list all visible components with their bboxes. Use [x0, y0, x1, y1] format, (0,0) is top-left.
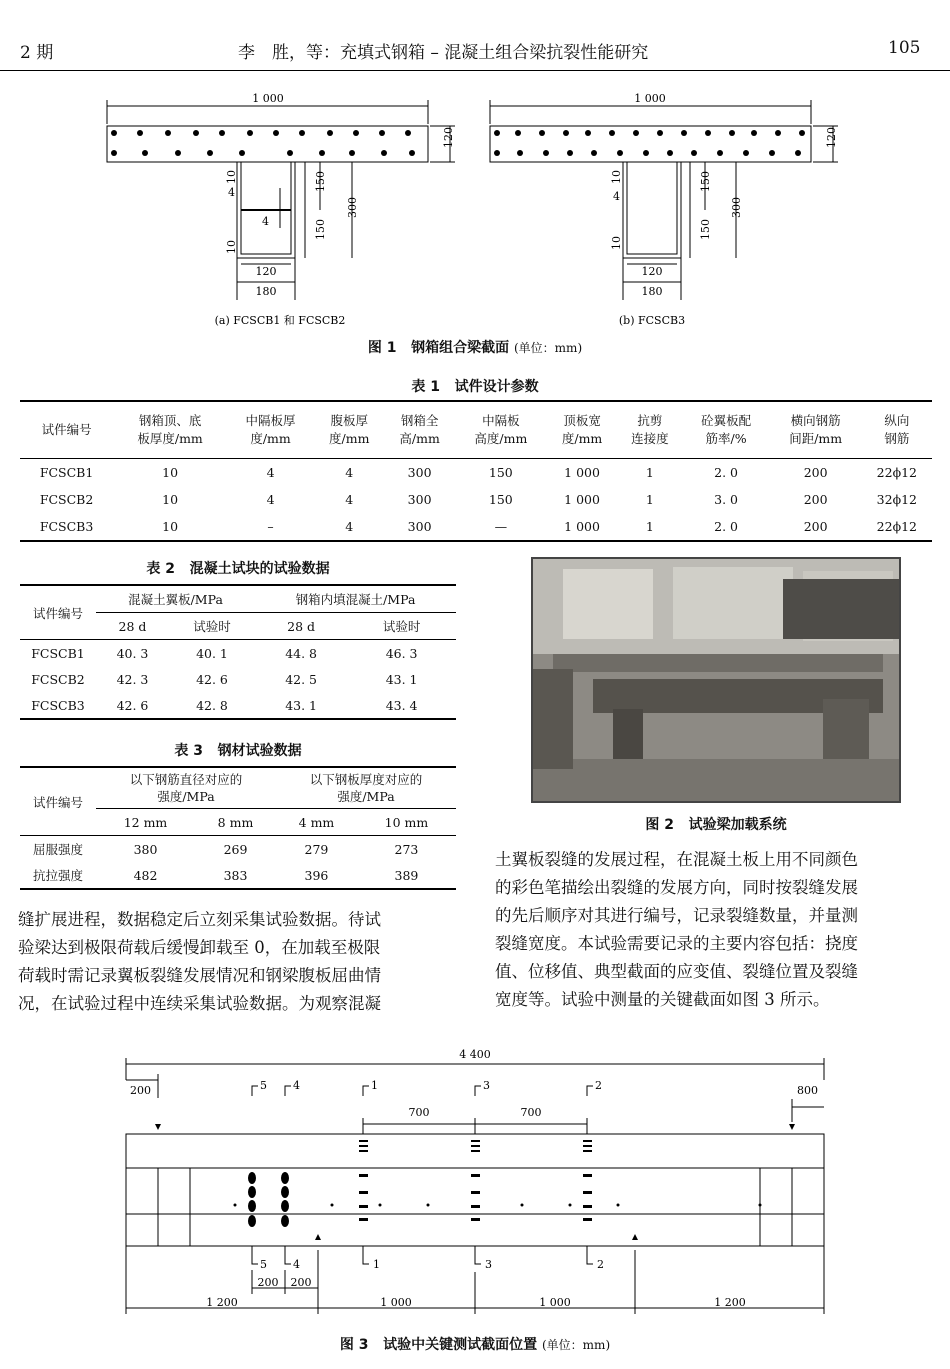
t1-header-cell	[20, 401, 113, 459]
t1-header-line: 高/mm	[399, 431, 440, 446]
dim-180-b: 180	[641, 285, 663, 298]
table-cell: 42. 6	[116, 697, 149, 713]
sec-label-4: 4	[293, 1079, 300, 1092]
t1-header-line: 度/mm	[329, 431, 370, 446]
dim-bottom-4: 1 200	[714, 1296, 746, 1309]
table-cell: 40. 1	[196, 645, 228, 661]
table-cell: 279	[304, 841, 329, 857]
t3-group2-l1: 以下钢板厚度对应的	[309, 772, 423, 787]
t1-header-line: 连接度	[631, 431, 669, 446]
dim-300-a: 300	[346, 197, 359, 218]
t3-group2	[276, 767, 456, 809]
figure3-caption	[0, 1334, 950, 1354]
sec-label-2: 2	[595, 1079, 602, 1092]
table-row	[20, 862, 456, 889]
dim-10b-b: 10	[610, 236, 623, 250]
text-line: 验梁达到极限荷载后缓慢卸载至 0，在加载至极限	[18, 938, 381, 957]
t1-header-cell	[770, 401, 862, 459]
t1-num: 表 1	[411, 379, 440, 395]
table-cell: 40. 3	[116, 645, 149, 661]
table-cell: 1 000	[564, 492, 600, 507]
dim-10a-a: 10	[225, 170, 238, 184]
rebar-dots-a	[111, 130, 415, 156]
table3-title	[20, 740, 456, 760]
body-text-left	[18, 906, 458, 1018]
table-cell: 22ϕ12	[876, 519, 918, 534]
t2-sub: 试验时	[347, 613, 456, 640]
table-cell: 22ϕ12	[876, 465, 918, 480]
section-marks-bottom	[252, 1246, 604, 1271]
table-cell: 抗拉强度	[32, 868, 83, 883]
table-cell: 42. 6	[196, 671, 228, 687]
table-row	[20, 836, 456, 863]
table-cell: 32ϕ12	[876, 492, 918, 507]
table-cell: FCSCB3	[31, 697, 85, 713]
table-cell: 屈服强度	[32, 842, 83, 857]
t3-group1	[96, 767, 276, 809]
dim-bottom-1: 1 200	[206, 1296, 238, 1309]
dim-4-b: 4	[613, 190, 620, 203]
page-number: 105	[888, 38, 921, 58]
figure2-caption	[531, 814, 901, 834]
t3-num: 表 3	[174, 743, 203, 759]
sec-label-5b: 5	[260, 1258, 267, 1271]
table-cell: 1 000	[564, 465, 600, 480]
t1-header-line: 抗剪	[637, 413, 663, 428]
table-cell: 10	[162, 519, 179, 534]
table-cell: 1	[645, 465, 654, 480]
table2-title	[20, 558, 456, 578]
dim-200-a: 200	[257, 1276, 279, 1289]
text-line: 土翼板裂缝的发展过程，在混凝土板上用不同颜色	[495, 850, 858, 869]
table-cell: 1 000	[564, 519, 600, 534]
t1-header-cell	[683, 401, 770, 459]
table-cell: 4	[345, 519, 354, 534]
dim-700-a: 700	[408, 1106, 430, 1119]
table1-title	[0, 376, 950, 396]
table-cell: FCSCB2	[31, 671, 85, 687]
table-cell: 150	[488, 492, 513, 507]
dim-slab-a: 120	[442, 127, 455, 148]
dim-width-a: 1 000	[252, 92, 284, 105]
t1-header-cell	[314, 401, 384, 459]
t3-sub: 8 mm	[195, 809, 276, 836]
dim-150b-b: 150	[699, 219, 712, 240]
table-cell: —	[494, 519, 508, 534]
text-line: 宽度等。试验中测量的关键截面如图 3 所示。	[495, 990, 830, 1009]
t2-col0: 试件编号	[20, 585, 96, 640]
table-row	[20, 692, 456, 719]
section-a	[107, 92, 455, 327]
table-cell: 4	[345, 465, 354, 480]
dim-10b-a: 10	[225, 240, 238, 254]
dim-bottom-2: 1 000	[380, 1296, 412, 1309]
t3-title: 钢材试验数据	[217, 743, 302, 759]
t2-sub: 28 d	[255, 613, 347, 640]
t1-header-line: 钢箱顶、底	[138, 413, 202, 428]
table-cell: 200	[803, 519, 828, 534]
text-line: 况，在试验过程中连续采集试验数据。为观察混凝	[18, 994, 381, 1013]
table-cell: 46. 3	[385, 645, 418, 661]
table-cell: 10	[162, 465, 179, 480]
photo-illustration	[533, 559, 899, 801]
t1-header-cell	[547, 401, 617, 459]
t1-header-line: 度/mm	[250, 431, 291, 446]
t1-header-line: 中隔板厚	[245, 413, 296, 428]
table-cell: FCSCB1	[31, 645, 85, 661]
section-marks-top	[252, 1079, 602, 1096]
table-cell: 300	[407, 465, 432, 480]
table-cell: 43. 1	[285, 697, 318, 713]
t3-sub: 4 mm	[276, 809, 357, 836]
dim-200-b: 200	[290, 1276, 312, 1289]
sec-label-3b: 3	[485, 1258, 492, 1271]
dim-150b-a: 150	[314, 219, 327, 240]
table-cell: 4	[345, 492, 354, 507]
dim-180-a: 180	[255, 285, 277, 298]
table-cell: 3. 0	[714, 492, 738, 507]
table-cell: 300	[407, 492, 432, 507]
table-cell: 273	[394, 841, 419, 857]
table-cell: 482	[133, 867, 158, 883]
t1-header-line: 度/mm	[561, 431, 603, 446]
t1-header-line: 中隔板	[482, 413, 520, 428]
figure3-beam-plan	[110, 1044, 840, 1322]
text-line: 的彩色笔描绘出裂缝的发展方向，同时按裂缝发展	[495, 878, 858, 897]
table-cell: 269	[223, 841, 248, 857]
text-line: 荷载时需记录翼板裂缝发展情况和钢梁腹板屈曲情	[18, 966, 381, 985]
dim-10a-b: 10	[610, 170, 623, 184]
fig2-title: 试验梁加载系统	[688, 817, 787, 833]
dim-width-b: 1 000	[634, 92, 666, 105]
t1-header-line: 板厚度/mm	[137, 431, 203, 446]
fig3-num: 图 3	[339, 1337, 369, 1353]
text-line: 裂缝宽度。本试验需要记录的主要内容包括：挠度	[495, 934, 858, 953]
table-row	[20, 513, 932, 541]
table-row	[20, 640, 456, 667]
table-cell: 4	[266, 492, 275, 507]
t2-num: 表 2	[146, 561, 175, 577]
loading-system-photo	[531, 557, 901, 803]
text-line: 的先后顺序对其进行编号，记录裂缝数量，并量测	[495, 906, 858, 925]
t1-header-cell	[227, 401, 314, 459]
t1-header-line: 砼翼板配	[701, 413, 752, 428]
dim-120-a: 120	[255, 265, 277, 278]
t1-header-cell	[113, 401, 227, 459]
text-line: 值、位移值、典型截面的应变值、裂缝位置及裂缝	[495, 962, 858, 981]
t3-sub: 12 mm	[96, 809, 195, 836]
t3-group2-l2: 强度/MPa	[337, 789, 395, 804]
table-cell: 380	[133, 841, 158, 857]
t2-group1: 混凝土翼板/MPa	[96, 585, 255, 613]
table-cell: FCSCB3	[39, 519, 94, 534]
dim-slab-b: 120	[825, 127, 838, 148]
t2-sub: 28 d	[96, 613, 169, 640]
dim-150a-b: 150	[699, 171, 712, 192]
table-cell: 10	[162, 492, 179, 507]
fig1-num: 图 1	[367, 340, 397, 356]
t1-header-line: 高度/mm	[474, 431, 528, 446]
table-cell: 383	[223, 867, 248, 883]
fig1-unit: (单位：mm)	[514, 341, 583, 355]
t1-header-line: 纵向	[884, 413, 910, 428]
subcaption-a: (a) FCSCB1 和 FCSCB2	[214, 314, 346, 327]
table3	[20, 766, 456, 890]
section-b	[490, 92, 838, 327]
fig3-title: 试验中关键测试截面位置	[383, 1337, 538, 1353]
table-cell: 42. 8	[196, 697, 228, 713]
dim-150a-a: 150	[314, 171, 327, 192]
t1-header-line: 间距/mm	[789, 431, 843, 446]
t1-header-cell	[617, 401, 682, 459]
table-cell: 43. 1	[385, 671, 418, 687]
issue-number: 2 期	[20, 43, 54, 63]
dim-4-a: 4	[228, 186, 235, 199]
t1-header-line: 试件编号	[41, 422, 92, 437]
figure1-cross-sections	[90, 88, 870, 328]
table-cell: 389	[394, 867, 419, 883]
dim-120-b: 120	[641, 265, 663, 278]
table-cell: 2. 0	[714, 519, 738, 534]
subcaption-b: (b) FCSCB3	[618, 314, 686, 327]
running-header	[0, 0, 950, 71]
sec-label-3: 3	[483, 1079, 490, 1092]
table-cell: –	[267, 519, 274, 534]
table-cell: 150	[488, 465, 513, 480]
t3-sub: 10 mm	[357, 809, 456, 836]
t1-header-line: 钢箱全	[400, 413, 439, 428]
dim-bottom-3: 1 000	[539, 1296, 571, 1309]
table-row	[20, 486, 932, 513]
t2-sub: 试验时	[169, 613, 255, 640]
sec-label-5: 5	[260, 1079, 267, 1092]
table-cell: FCSCB1	[39, 465, 94, 480]
table-cell: 200	[803, 465, 828, 480]
fig1-title: 钢箱组合梁截面	[411, 340, 510, 356]
dim-300-b: 300	[730, 197, 743, 218]
table-cell: 200	[803, 492, 828, 507]
body-text-right	[495, 846, 935, 1014]
table-row	[20, 666, 456, 692]
figure1-caption	[0, 337, 950, 357]
table-cell: 4	[266, 465, 275, 480]
sec-label-1: 1	[371, 1079, 378, 1092]
text-line: 缝扩展进程，数据稳定后立刻采集试验数据。待试	[18, 910, 381, 929]
table-row	[20, 459, 932, 487]
t1-header-line: 筋率/%	[705, 431, 747, 446]
table-cell: 44. 8	[285, 645, 318, 661]
table-cell: FCSCB2	[39, 492, 94, 507]
table-cell: 396	[304, 867, 329, 883]
dim-4b-a: 4	[262, 215, 269, 228]
fig3-unit: (单位：mm)	[542, 1338, 611, 1352]
rebar-dots-b	[494, 130, 805, 156]
table-cell: 42. 3	[116, 671, 149, 687]
dim-total: 4 400	[459, 1048, 491, 1061]
sec-label-2b: 2	[597, 1258, 604, 1271]
table-cell: 43. 4	[385, 697, 418, 713]
dim-right-end: 800	[797, 1084, 818, 1097]
sec-label-1b: 1	[373, 1258, 380, 1271]
t1-header-cell	[455, 401, 547, 459]
table-cell: 2. 0	[714, 465, 738, 480]
table-cell: 42. 5	[285, 671, 318, 687]
t1-header-cell	[384, 401, 454, 459]
t3-group1-l1: 以下钢筋直径对应的	[129, 772, 243, 787]
t2-title: 混凝土试块的试验数据	[189, 561, 330, 577]
t2-group2: 钢箱内填混凝土/MPa	[255, 585, 456, 613]
t1-title: 试件设计参数	[454, 379, 539, 395]
running-title: 李 胜，等：充填式钢箱 – 混凝土组合梁抗裂性能研究	[238, 43, 649, 63]
table-cell: 1	[645, 492, 654, 507]
sec-label-4b: 4	[293, 1258, 300, 1271]
table-cell: 1	[645, 519, 654, 534]
table2	[20, 584, 456, 720]
fig2-num: 图 2	[645, 817, 674, 833]
t1-header-line: 横向钢筋	[790, 413, 841, 428]
t1-header-line: 顶板宽	[563, 413, 601, 428]
t1-header-cell	[862, 401, 932, 459]
table1	[20, 400, 932, 542]
t1-header-line: 钢筋	[884, 431, 910, 446]
table-cell: 300	[407, 519, 432, 534]
t1-header-line: 腹板厚	[330, 413, 368, 428]
t3-group1-l2: 强度/MPa	[157, 789, 215, 804]
t3-col0: 试件编号	[20, 767, 96, 836]
dim-700-b: 700	[520, 1106, 542, 1119]
dim-left-end: 200	[130, 1084, 151, 1097]
